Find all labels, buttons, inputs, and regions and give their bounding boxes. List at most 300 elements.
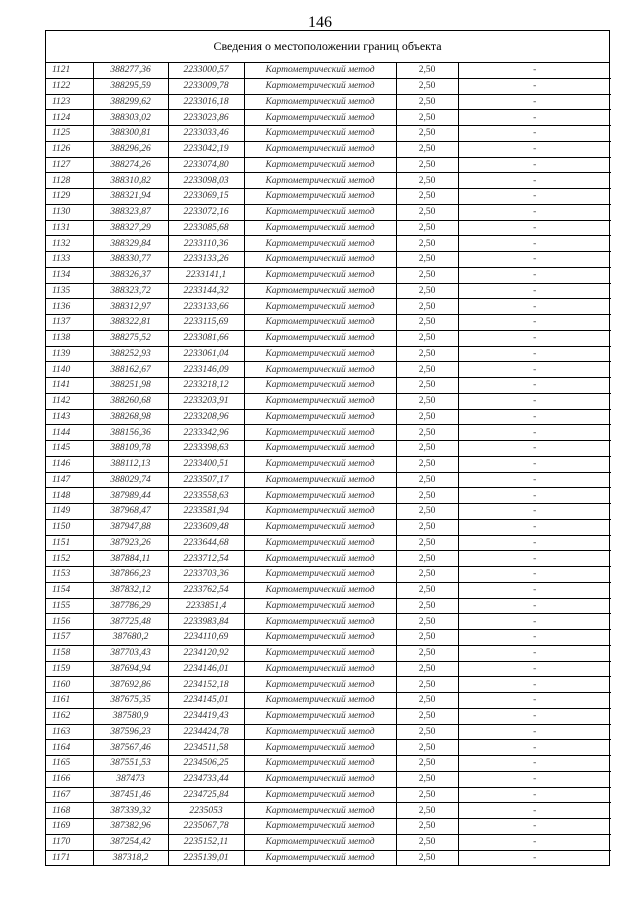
x-coordinate-cell: 387989,44 [93,488,168,504]
description-cell: - [458,283,611,299]
point-number-cell: 1129 [46,189,93,205]
table-row [46,771,611,787]
y-coordinate-cell: 2234419,43 [168,708,244,724]
point-number-cell: 1138 [46,330,93,346]
table-row [46,567,611,583]
y-coordinate-cell: 2235152,11 [168,834,244,850]
method-cell: Картометрический метод [244,63,396,78]
point-number-cell: 1121 [46,63,93,78]
point-number-cell: 1164 [46,740,93,756]
point-number-cell: 1152 [46,551,93,567]
x-coordinate-cell: 387451,46 [93,787,168,803]
x-coordinate-cell: 387786,29 [93,598,168,614]
description-cell: - [458,94,611,110]
point-number-cell: 1123 [46,94,93,110]
description-cell: - [458,409,611,425]
point-number-cell: 1166 [46,771,93,787]
method-cell: Картометрический метод [244,582,396,598]
point-number-cell: 1125 [46,126,93,142]
description-cell: - [458,393,611,409]
table-row [46,157,611,173]
table-row [46,630,611,646]
method-cell: Картометрический метод [244,220,396,236]
precision-cell: 2,50 [396,330,458,346]
precision-cell: 2,50 [396,425,458,441]
method-cell: Картометрический метод [244,141,396,157]
table-row [46,740,611,756]
table-row [46,252,611,268]
y-coordinate-cell: 2234145,01 [168,693,244,709]
x-coordinate-cell: 388310,82 [93,173,168,189]
y-coordinate-cell: 2234725,84 [168,787,244,803]
x-coordinate-cell: 387866,23 [93,567,168,583]
method-cell: Картометрический метод [244,456,396,472]
x-coordinate-cell: 388323,72 [93,283,168,299]
description-cell: - [458,488,611,504]
y-coordinate-cell: 2233009,78 [168,78,244,94]
precision-cell: 2,50 [396,63,458,78]
point-number-cell: 1126 [46,141,93,157]
description-cell: - [458,819,611,835]
description-cell: - [458,220,611,236]
description-cell: - [458,157,611,173]
point-number-cell: 1122 [46,78,93,94]
method-cell: Картометрический метод [244,252,396,268]
y-coordinate-cell: 2233081,66 [168,330,244,346]
method-cell: Картометрический метод [244,630,396,646]
description-cell: - [458,535,611,551]
precision-cell: 2,50 [396,78,458,94]
table-row [46,488,611,504]
point-number-cell: 1127 [46,157,93,173]
precision-cell: 2,50 [396,740,458,756]
precision-cell: 2,50 [396,582,458,598]
description-cell: - [533,852,537,863]
description-cell: - [458,425,611,441]
y-coordinate-cell: 2233400,51 [168,456,244,472]
point-number-cell: 1144 [46,425,93,441]
method-cell: Картометрический метод [244,693,396,709]
point-number-cell: 1124 [46,110,93,126]
precision-cell: 2,50 [396,645,458,661]
description-cell: - [458,771,611,787]
point-number-cell: 1137 [46,315,93,331]
point-number-cell: 1167 [46,787,93,803]
table-row [46,315,611,331]
description-cell: - [458,677,611,693]
point-number-cell: 1150 [46,519,93,535]
x-coordinate-cell: 388303,02 [93,110,168,126]
method-cell: Картометрический метод [244,110,396,126]
y-coordinate-cell: 2233033,46 [168,126,244,142]
method-cell: Картометрический метод [244,189,396,205]
y-coordinate-cell: 2233581,94 [168,504,244,520]
precision-cell: 2,50 [396,504,458,520]
x-coordinate-cell: 388330,77 [93,252,168,268]
table-row [46,598,611,614]
description-cell: - [458,441,611,457]
point-number-cell: 1136 [46,299,93,315]
x-coordinate-cell: 388109,78 [93,441,168,457]
table-row [46,409,611,425]
method-cell: Картометрический метод [244,488,396,504]
table-row [46,551,611,567]
table-row [46,677,611,693]
point-number-cell: 1142 [46,393,93,409]
method-cell: Картометрический метод [244,551,396,567]
point-number-cell: 1147 [46,472,93,488]
y-coordinate-cell: 2234146,01 [168,661,244,677]
method-cell: Картометрический метод [244,346,396,362]
point-number-cell: 1159 [46,661,93,677]
table-row [46,173,611,189]
description-cell: - [458,173,611,189]
y-coordinate-cell: 2233203,91 [168,393,244,409]
x-coordinate-cell: 388162,67 [93,362,168,378]
description-cell: - [458,378,611,394]
y-coordinate-cell: 2235139,01 [168,850,244,865]
point-number-cell: 1161 [46,693,93,709]
description-cell: - [458,330,611,346]
method-cell: Картометрический метод [244,78,396,94]
method-cell: Картометрический метод [244,787,396,803]
x-coordinate-cell: 388295,59 [93,78,168,94]
description-cell: - [458,551,611,567]
table-row [46,126,611,142]
y-coordinate-cell: 2233144,32 [168,283,244,299]
x-coordinate-cell: 388322,81 [93,315,168,331]
x-coordinate-cell: 387968,47 [93,504,168,520]
precision-cell: 2,50 [396,834,458,850]
point-number-cell: 1169 [46,819,93,835]
method-cell: Картометрический метод [244,598,396,614]
method-cell: Картометрический метод [244,614,396,630]
y-coordinate-cell: 2233762,54 [168,582,244,598]
x-coordinate-cell: 388275,52 [93,330,168,346]
y-coordinate-cell: 2233061,04 [168,346,244,362]
point-number-cell: 1156 [46,614,93,630]
point-number-cell: 1153 [46,567,93,583]
point-number-cell: 1132 [46,236,93,252]
y-coordinate-cell: 2233042,19 [168,141,244,157]
point-number-cell: 1131 [46,220,93,236]
precision-cell: 2,50 [396,252,458,268]
y-coordinate-cell: 2234733,44 [168,771,244,787]
y-coordinate-cell: 2233141,1 [168,267,244,283]
y-coordinate-cell: 2233208,96 [168,409,244,425]
x-coordinate-cell: 388268,98 [93,409,168,425]
method-cell: Картометрический метод [244,362,396,378]
method-cell: Картометрический метод [244,330,396,346]
description-cell: - [458,346,611,362]
x-coordinate-cell: 387703,43 [93,645,168,661]
description-cell: - [458,504,611,520]
precision-cell: 2,50 [396,362,458,378]
precision-cell: 2,50 [396,346,458,362]
table-row [46,519,611,535]
description-cell: - [458,236,611,252]
precision-cell: 2,50 [396,204,458,220]
table-row [46,220,611,236]
method-cell: Картометрический метод [244,661,396,677]
point-number-cell: 1148 [46,488,93,504]
precision-cell: 2,50 [396,771,458,787]
x-coordinate-cell: 387923,26 [93,535,168,551]
method-cell: Картометрический метод [244,756,396,772]
table-row [46,787,611,803]
table-row [46,267,611,283]
precision-cell: 2,50 [396,267,458,283]
point-number-cell: 1154 [46,582,93,598]
y-coordinate-cell: 2233398,63 [168,441,244,457]
description-cell: - [458,582,611,598]
y-coordinate-cell: 2233000,57 [168,63,244,78]
table-row [46,535,611,551]
table-row [46,330,611,346]
method-cell: Картометрический метод [244,378,396,394]
table-row [46,661,611,677]
precision-cell: 2,50 [396,803,458,819]
description-cell: - [458,708,611,724]
precision-cell: 2,50 [396,126,458,142]
method-cell: Картометрический метод [244,850,396,865]
precision-cell: 2,50 [396,189,458,205]
x-coordinate-cell: 387947,88 [93,519,168,535]
method-cell: Картометрический метод [244,173,396,189]
method-cell: Картометрический метод [244,126,396,142]
point-number-cell: 1143 [46,409,93,425]
precision-cell: 2,50 [396,456,458,472]
y-coordinate-cell: 2233712,54 [168,551,244,567]
description-cell: - [458,126,611,142]
method-cell: Картометрический метод [244,645,396,661]
y-coordinate-cell: 2233069,15 [168,189,244,205]
boundary-table-sheet [45,30,610,866]
description-cell: - [458,63,611,78]
method-cell: Картометрический метод [244,535,396,551]
precision-cell: 2,50 [396,567,458,583]
table-row [46,472,611,488]
y-coordinate-cell: 2234424,78 [168,724,244,740]
table-row [46,708,611,724]
precision-cell: 2,50 [396,220,458,236]
precision-cell: 2,50 [396,236,458,252]
point-number-cell: 1139 [46,346,93,362]
method-cell: Картометрический метод [244,409,396,425]
table-row [46,850,611,865]
method-cell: Картометрический метод [244,519,396,535]
method-cell: Картометрический метод [244,834,396,850]
table-row [46,693,611,709]
table-row [46,441,611,457]
y-coordinate-cell: 2233146,09 [168,362,244,378]
method-cell: Картометрический метод [244,236,396,252]
description-cell: - [458,598,611,614]
table-row [46,645,611,661]
y-coordinate-cell: 2234110,69 [168,630,244,646]
method-cell: Картометрический метод [244,157,396,173]
x-coordinate-cell: 387725,48 [93,614,168,630]
x-coordinate-cell: 388323,87 [93,204,168,220]
x-coordinate-cell: 388252,93 [93,346,168,362]
x-coordinate-cell: 387339,32 [93,803,168,819]
precision-cell: 2,50 [396,519,458,535]
method-cell: Картометрический метод [244,204,396,220]
point-number-cell: 1171 [46,850,93,865]
description-cell: - [458,803,611,819]
precision-cell: 2,50 [396,488,458,504]
y-coordinate-cell: 2233085,68 [168,220,244,236]
point-number-cell: 1163 [46,724,93,740]
table-row [46,236,611,252]
x-coordinate-cell: 387551,53 [93,756,168,772]
coordinates-table [46,63,611,865]
point-number-cell: 1158 [46,645,93,661]
method-cell: Картометрический метод [244,393,396,409]
description-cell: - [458,299,611,315]
y-coordinate-cell: 2233609,48 [168,519,244,535]
table-row [46,504,611,520]
point-number-cell: 1165 [46,756,93,772]
table-row [46,393,611,409]
precision-cell: 2,50 [396,756,458,772]
description-cell: - [458,362,611,378]
y-coordinate-cell: 2233074,80 [168,157,244,173]
table-row [46,456,611,472]
precision-cell: 2,50 [396,94,458,110]
description-cell: - [458,834,611,850]
y-coordinate-cell: 2233507,17 [168,472,244,488]
precision-cell: 2,50 [396,173,458,189]
precision-cell: 2,50 [396,724,458,740]
y-coordinate-cell: 2233098,03 [168,173,244,189]
method-cell: Картометрический метод [244,677,396,693]
method-cell: Картометрический метод [244,299,396,315]
x-coordinate-cell: 387567,46 [93,740,168,756]
table-row [46,189,611,205]
description-cell: - [458,661,611,677]
description-cell: - [458,756,611,772]
x-coordinate-cell: 388251,98 [93,378,168,394]
y-coordinate-cell: 2233133,26 [168,252,244,268]
precision-cell: 2,50 [396,850,458,865]
x-coordinate-cell: 388029,74 [93,472,168,488]
x-coordinate-cell: 387580,9 [93,708,168,724]
point-number-cell: 1155 [46,598,93,614]
table-row [46,204,611,220]
point-number-cell: 1146 [46,456,93,472]
point-number-cell: 1133 [46,252,93,268]
table-row [46,756,611,772]
precision-cell: 2,50 [396,598,458,614]
precision-cell: 2,50 [396,614,458,630]
x-coordinate-cell: 387884,11 [93,551,168,567]
table-row [46,819,611,835]
method-cell: Картометрический метод [244,94,396,110]
y-coordinate-cell: 2233851,4 [168,598,244,614]
x-coordinate-cell: 388321,94 [93,189,168,205]
table-row [46,378,611,394]
y-coordinate-cell: 2233703,36 [168,567,244,583]
description-cell: - [458,724,611,740]
method-cell: Картометрический метод [244,724,396,740]
method-cell: Картометрический метод [244,567,396,583]
precision-cell: 2,50 [396,315,458,331]
description-cell: - [458,110,611,126]
table-row [46,834,611,850]
x-coordinate-cell: 388329,84 [93,236,168,252]
table-row [46,582,611,598]
description-cell: - [458,456,611,472]
point-number-cell: 1134 [46,267,93,283]
description-cell: - [458,141,611,157]
x-coordinate-cell: 387694,94 [93,661,168,677]
section-title: Сведения о местоположении границ объекта [46,31,609,63]
y-coordinate-cell: 2235067,78 [168,819,244,835]
table-row [46,94,611,110]
point-number-cell: 1140 [46,362,93,378]
description-cell: - [458,787,611,803]
x-coordinate-cell: 387832,12 [93,582,168,598]
y-coordinate-cell: 2234511,58 [168,740,244,756]
description-cell: - [458,78,611,94]
precision-cell: 2,50 [396,393,458,409]
y-coordinate-cell: 2233110,36 [168,236,244,252]
description-cell: - [458,315,611,331]
y-coordinate-cell: 2233023,86 [168,110,244,126]
x-coordinate-cell: 388300,81 [93,126,168,142]
precision-cell: 2,50 [396,708,458,724]
x-coordinate-cell: 387675,35 [93,693,168,709]
y-coordinate-cell: 2235053 [168,803,244,819]
table-row [46,346,611,362]
description-cell: - [458,204,611,220]
point-number-cell: 1162 [46,708,93,724]
table-row [46,283,611,299]
x-coordinate-cell: 387596,23 [93,724,168,740]
x-coordinate-cell: 387473 [93,771,168,787]
x-coordinate-cell: 388277,36 [93,63,168,78]
table-row [46,299,611,315]
point-number-cell: 1151 [46,535,93,551]
precision-cell: 2,50 [396,677,458,693]
table-row [46,78,611,94]
y-coordinate-cell: 2233072,16 [168,204,244,220]
y-coordinate-cell: 2233115,69 [168,315,244,331]
x-coordinate-cell: 387692,86 [93,677,168,693]
description-cell: - [458,519,611,535]
y-coordinate-cell: 2233218,12 [168,378,244,394]
precision-cell: 2,50 [396,551,458,567]
y-coordinate-cell: 2234120,92 [168,645,244,661]
method-cell: Картометрический метод [244,803,396,819]
description-cell: - [458,472,611,488]
description-cell: - [458,630,611,646]
table-row [46,63,611,78]
description-cell: - [458,189,611,205]
x-coordinate-cell: 388156,36 [93,425,168,441]
point-number-cell: 1157 [46,630,93,646]
x-coordinate-cell: 388326,37 [93,267,168,283]
description-cell: - [458,614,611,630]
table-row [46,724,611,740]
x-coordinate-cell: 387318,2 [93,850,168,865]
table-row [46,614,611,630]
y-coordinate-cell: 2233644,68 [168,535,244,551]
point-number-cell: 1130 [46,204,93,220]
x-coordinate-cell: 388274,26 [93,157,168,173]
precision-cell: 2,50 [396,661,458,677]
